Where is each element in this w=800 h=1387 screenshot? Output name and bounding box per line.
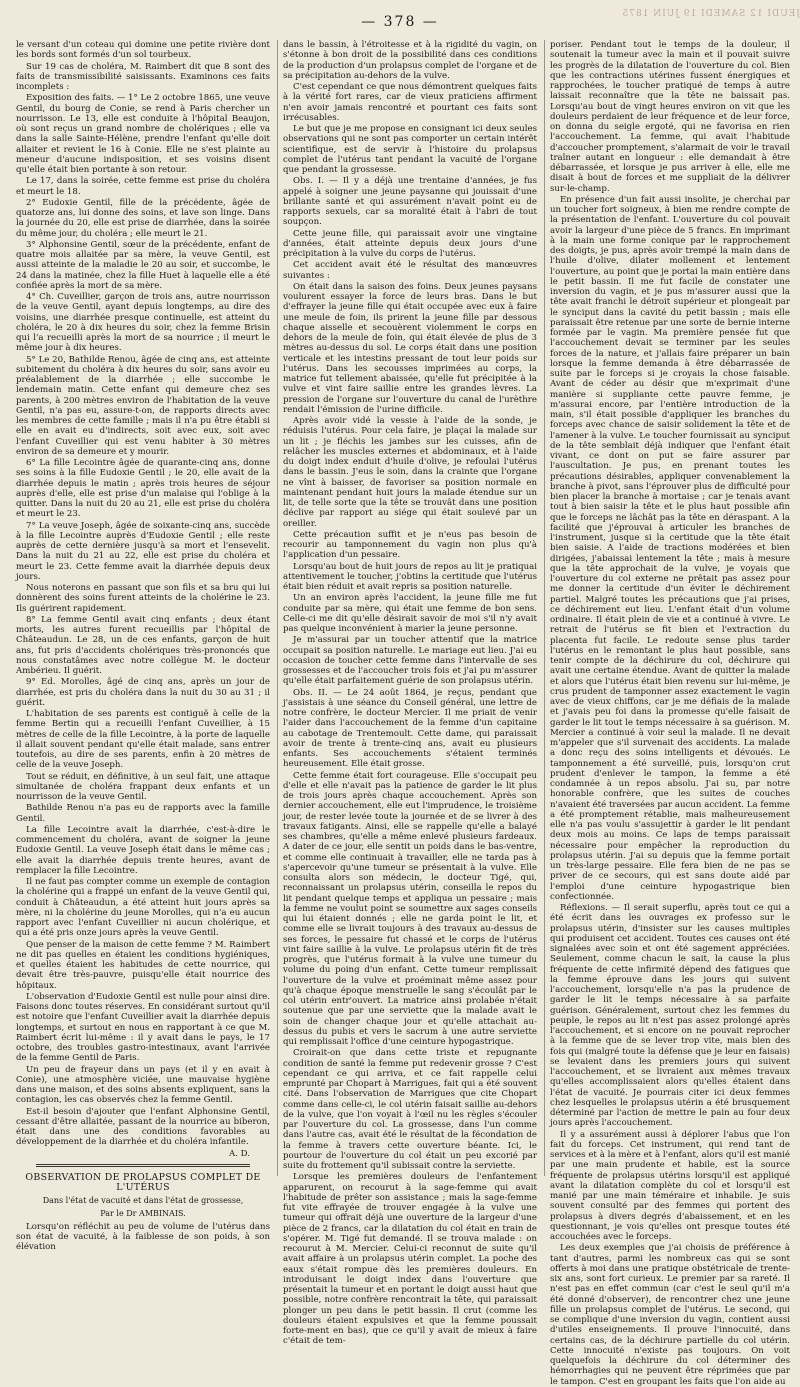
paragraph: La fille Lecointre avait la diarrhée, c'est-à-dire le commencement du choléra, avant de soigner la jeune Eudoxie Gentil. La veuve Joseph était dans le même cas ; elle avait la diarrhée depuis trente heures, avant de remplacer la fille Lecointre. [16, 824, 270, 876]
paragraph: Après avoir vidé la vessie à l'aide de la sonde, je réduisis l'utérus. Pour cela faire, je plaçai la malade sur un lit ; je fléchis les jambes sur les cuisses, afin de relâcher les muscles externes et abdominaux, et à l'aide du doigt index enduit d'huile d'olive, je refoulai l'utérus dans le bassin. J'eus le soin, dans la crainte que l'organe ne vînt à baisser, de favoriser sa position normale en maintenant pendant huit jours la malade étendue sur un lit, de telle sorte que la tête se trouvât dans une position déclive par rapport au siége qui était soulevé par un oreiller. [283, 416, 537, 529]
paragraph: Un an environ après l'accident, la jeune fille me fut conduite par sa mère, qui était une femme de bon sens. Celle-ci me dit qu'elle désirait savoir de moi s'il n'y avait pas quelque inconvénient à marier la jeune personne. [283, 593, 537, 634]
paragraph: Le 17, dans la soirée, cette femme est prise du choléra et meurt le 18. [16, 176, 270, 197]
paragraph: Obs. I. — Il y a déjà une trentaine d'années, je fus appelé à soigner une jeune paysanne qui jouissait d'une brillante santé et qui assurément n'avait point eu de rapports sexuels, car sa moralité était à l'abri de tout soupçon. [283, 176, 537, 228]
paragraph: poriser. Pendant tout le temps de la douleur, il soutenait la tumeur avec la main et il pouvait suivre les progrès de la dilatation de l'ouverture du col. Bien que les contractions utérines fussent énergiques et rapprochées, le toucher pratiqué de temps à autre laissait reconnaître que la tête ne baissait pas. Lorsqu'au bout de vingt heures environ on vit que les douleurs perdaient de leur fréquence et de leur force, on donna du seigle ergoté, qui ne favorisa en rien l'accouchement. La femme, qui avait l'habitude d'accoucher promptement, s'alarmait de voir le travail traîner autant en longueur : elle demandait à être débarrassée, et lorsque je pus arriver à elle, elle me disait à bout de forces et me suppliait de la délivrer sur-le-champ. [550, 40, 790, 194]
paragraph: Réflexions. — Il serait superflu, après tout ce qui a été écrit dans les ouvrages ex professo sur le prolapsus utérin, d'insister sur les causes multiples qui produisent cet accident. Toutes ces causes ont été signalées avec soin et ont été sagement appréciées. Seulement, comme chacun le sait, la cause la plus fréquente de cette infirmité dépend des fatigues que la femme éprouve dans les jours qui suivent l'accouchement, lorsqu'elle n'a pas la prudence de garder le lit le temps nécessaire à sa parfaite guérison. Généralement, surtout chez les femmes du peuple, le repos au lit n'est pas assez prolongé après l'accouchement, et si encore on ne pouvait reprocher à la femme que de se lever trop vite, mais bien des fois qui (malgré toute la défense que je leur en faisais) se levaient dans les premiers jours qui suivent l'accouchement, et se livraient aux mêmes travaux qu'elles accomplissaient alors qu'elles étaient dans l'état de vacuité. Je pourrais citer ici deux femmes chez lesquelles le prolapsus utérin a été brusquement déterminé par l'action de mettre le pain au four deux jours après l'accouchement. [550, 903, 790, 1129]
paragraph: 5° Le 20, Bathilde Renou, âgée de cinq ans, est atteinte subitement du choléra à dix heures du soir, sans avoir eu préalablement de la diarrhée ; elle succombe le lendemain matin. Cette enfant qui demeure chez ses parents, à 200 mètres environ de l'habitation de la veuve Gentil, n'a pas eu, assure-t-on, de rapports directs avec les membres de cette famille ; mais il n'a pu être établi si elle en avait eu d'indirects, soit avec eux, soit avec l'enfant Cuveillier qui est venu habiter à 30 mètres environ de sa demeure et y mourir. [16, 354, 270, 457]
paragraph: Je m'assurai par un toucher attentif que la matrice occupait sa position naturelle. Le mariage eut lieu. J'ai eu occasion de toucher cette femme dans l'intervalle de ses grossesses et de l'accoucher trois fois et j'ai pu m'assurer qu'elle était parfaitement guérie de son prolapsus utérin. [283, 635, 537, 687]
paragraph: En présence d'un fait aussi insolite, je cherchai par un toucher fort soigneux, à bien me rendre compte de la présentation de l'enfant. L'ouverture du col pouvait avoir la largeur d'une pièce de 5 francs. En imprimant à la main une forme conique par le rapprochement des doigts, je pus, après avoir trempé la main dans de l'huile d'olive, dilater mollement et lentement l'ouverture, au point que je portai la main entière dans le petit bassin. Il me fut facile de constater une inversion du vagin, et je pus m'assurer aussi que la tête avait franchi le détroit supérieur et plongeait par le synciput dans la cavité du petit bassin ; mais elle paraissait être retenue par une sorte de bernie interne formée par le vagin. Ma première pensée fut que l'accouchement devait se terminer par les seules forces de la nature, et j'allais faire préparer un bain lorsque la femme demanda à être débarrassée de suite par le forceps si je croyais la chose faisable. Avant de céder au désir que m'exprimait d'une manière si suppliante cette pauvre femme, je m'assurai encore, par l'entière introduction de la main, s'il était possible d'appliquer les branches du forceps avec chance de saisir solidement la tête et de l'amener à la vulve. Le toucher fournissait au synciput de la tête semblait déjà indiquer que l'enfant était vivant, ce dont on put se faire assurer par l'auscultation. Je pus, en prenant toutes les précautions désirables, appliquer convenablement la branche à pivot, sans l'éprouver plus de difficulté pour bien placer la branche à mortaise ; car je tenais avant tout à bien saisir la tête et le plus haut possible afin que le forceps ne lâchât pas la tête en déraspant. A la facilité que j'éprouvai à articuler les branches de l'instrument, jusque si la certitude que la tête était bien saisie. A l'aide de tractions modérées et bien dirigées, j'abaissai lentement la tête ; mais à mesure que la tête approchait de la vulve, je voyais que l'ouverture du col externe ne prêtait pas assez pour me donner la certitude d'un éviter le déchirement partiel. Malgré toutes les précautions que j'ai prises, ce déchirement eut lieu. L'enfant était d'un volume ordinaire. Il était plein de vie et a continué à vivre. Le retrait de l'utérus se fit bien et l'extraction du placenta fut facile. Le redoute sense plus tarder l'utérus en le remontant le plus haut possible, sans tenir compte de la déchirure du col, déchirure qui avait une certaine étendue. Avant de quitter la malade et alors que l'utérus était bien revenu sur lui-même, je crus prudent de tamponner assez exactement le vagin avec de vieux chiffons, car je me défiais de la malade et j'avais peu foi dans la promesse qu'elle faisait de garder le lit tout le temps nécessaire à sa guérison. M. Mercier a continué à voir seul la malade. Il ne devait m'appeler que s'il survenait des accidents. La malade a donc reçu des soins intelligents et dévoués. Le tamponnement a été surveillé, puis, lorsqu'on crut prudent d'enlever le tampon, la femme a été condamnée à un repos absolu. J'ai su, par notre honorable confrère, que les suites de couches n'avaient été traversées par aucun accident. La femme a été promptement rétablie, mais malheureusement elle n'a pas voulu s'assujettir à garder le lit pendant deux mois au moins. Ce laps de temps paraissait nécessaire pour empêcher la reproduction du prolapsus utérin. J'ai su depuis que la femme portait un très-large pessaire. Elle fera bien de ne pas se priver de ce secours, qui est sans doute aidé par l'emploi d'une ceinture hypogastrique bien confectionnée. [550, 194, 790, 902]
paragraph: Le but que je me propose en consignant ici deux seules observations qui ne sont pas comporter un certain intérêt scientifique, est de servir à l'histoire du prolapsus complet de l'utérus tant pendant la vacuité de l'organe que pendant la grossesse. [283, 124, 537, 175]
paragraph: Exposition des faits. — 1° Le 2 octobre 1865, une veuve Gentil, du bourg de Conie, se rend à Paris chercher un nourrisson. Le 13, elle est conduite à l'hôpital Beaujon, où sont reçus un grand nombre de cholériques ; elle va dans la salle Sainte-Hélène, prendre l'enfant qu'elle doit allaiter et revient le 16 à Conie. Elle ne s'est plainte au meneur d'aucune indisposition, et ses voisins disent qu'elle était bien portante à son retour. [16, 93, 270, 175]
paragraph: 7° La veuve Joseph, âgée de soixante-cinq ans, succède à la fille Lecointre auprès d'Eudoxie Gentil ; elle reste auprès de cette dernière jusqu'à sa mort et l'ensevelit. Dans la nuit du 21 au 22, elle est prise du choléra et meurt le 23. Cette femme avait la diarrhée depuis deux jours. [16, 520, 270, 582]
paragraph: Lorsqu'au bout de huit jours de repos au lit je pratiquai attentivement le toucher, j'obtins la certitude que l'utérus était bien réduit et avait repris sa position naturelle. [283, 561, 537, 592]
paragraph: L'observation d'Eudoxie Gentil est nulle pour ainsi dire. Faisons donc toutes réserves. En considérant surtout qu'il est notoire que l'enfant Cuveillier avait la diarrhée depuis longtemps, et surtout en nous en rapportant à ce que M. Raimbert écrit lui-même : il y avait dans le pays, le 17 octobre, des troubles gastro-intestinaux, avant l'arrivée de la femme Gentil de Paris. [16, 991, 270, 1064]
paragraph: On était dans la saison des foins. Deux jeunes paysans voulurent essayer la force de leurs bras. Dans le but d'effrayer la jeune fille qui était occupée avec eux à faire une meule de foin, ils prirent la jeune fille par dessous chaque aisselle et secouèrent violemment le corps en dehors de la meule de foin, qui était élevée de plus de 3 mètres au-dessus du sol. Le corps était dans une position verticale et les intestins pressant de tout leur poids sur l'utérus. Dans les secousses imprimées au corps, la matrice fut tellement abaissée, qu'elle fut précipitée à la vulve et vint faire saillie entre les grandes lèvres. La pression de l'organe sur l'ouverture du canal de l'urèthre rendait l'émission de l'urine difficile. [283, 281, 537, 415]
column-rule [277, 40, 278, 1176]
page-number: — 378 — [361, 14, 439, 30]
paragraph: dans le bassin, à l'étroitesse et à la rigidité du vagin, on s'étonne à bon droit de la possibilité dans ces conditions de la production d'un prolapsus complet de l'organe et de sa précipitation au-dehors de la vulve. [283, 40, 537, 81]
column-3 [550, 40, 790, 1387]
paragraph: 2° Eudoxie Gentil, fille de la précédente, âgée de quatorze ans, lui donne des soins, et lave son linge. Dans la journée du 20, elle est prise de diarrhée, dans la soirée du même jour, du choléra ; elle meurt le 21. [16, 197, 270, 239]
paragraph: Que penser de la maison de cette femme ? M. Raimbert ne dit pas quelles en étaient les conditions hygiéniques, et quelles étaient les habitudes de cette nourrice, qui devait être très-pauvre, puisqu'elle était nourrice des hôpitaux. [16, 939, 270, 991]
paragraph: L'habitation de ses parents est contiguë à celle de la femme Bertin qui a recueilli l'enfant Cuveillier, à 15 mètres de celle de la fille Lecointre, à la porte de laquelle il allait souvent pendant qu'elle était malade, sans entrer toutefois, au dire de ses parents, enfin à 20 mètres de celle de la veuve Joseph. [16, 709, 270, 771]
show-through-header: JEUDI 12 SAMEDI 19 JUIN 1875 [621, 9, 800, 19]
paragraph: Est-il besoin d'ajouter que l'enfant Alphonsine Gentil, cessant d'être allaitée, passant de la nourrice au biberon, était dans une des conditions favorables au développement de la diarrhée et du choléra infantile. [16, 1106, 270, 1148]
column-1 [16, 40, 270, 1253]
paragraph: 9° Ed. Morolles, âgé de cinq ans, après un jour de diarrhée, est pris du choléra dans la nuit du 30 au 31 ; il guérit. [16, 677, 270, 708]
paragraph: Obs. II. — Le 24 août 1864, je reçus, pendant que j'assistais à une séance du Conseil général, une lettre de notre confrère, le docteur Mercier. Il me priait de venir l'aider dans l'accouchement de la femme d'un capitaine au cabotage de Trentemoult. Cette dame, qui paraissait avoir de trente à trente-cinq ans, avait eu plusieurs enfants. Ses accouchements s'étaient terminés heureusement. Elle était grosse. [283, 687, 537, 770]
paragraph: Un peu de frayeur dans un pays (et il y en avait à Conie), une atmosphère viciée, une mauvaise hygiène dans une maison, et des soins absents expliquent, sans la contagion, les cas observés chez la femme Gentil. [16, 1064, 270, 1106]
article-subtitle: Dans l'état de vacuité et dans l'état de grossesse, [42, 1196, 244, 1206]
paragraph: Il y a assurément aussi à déplorer l'abus que l'on fait du forceps. Cet instrument, qui rend tant de services et à la mère et à l'enfant, alors qu'il est manié par une main prudente et habile, est la source fréquente de prolapsus utérins lorsqu'il est appliqué avant la dilatation complète du col et lorsqu'il est manié par une main téméraire et inhabile. Je suis souvent consulté par des femmes qui portent des prolapsus à divers degrés d'abaissement, et en les questionnant, je vois qu'elles ont presque toutes été accouchées avec le forceps. [550, 1129, 790, 1242]
paragraph: 8° La femme Gentil avait cinq enfants ; deux étant morts, les autres furent recueillis par l'hôpital de Châteaudun. Le 28, un de ces enfants, garçon de huit ans, fut pris d'accidents cholériques très-prononcés que nous constatâmes avec notre collègue M. le docteur Ambérieu. Il guérit. [16, 614, 270, 676]
paragraph: 6° La fille Lecointre âgée de quarante-cinq ans, donne ses soins à la fille Eudoxie Gentil ; le 20, elle avait de la diarrhée depuis le matin ; après trois heures de séjour auprès d'elle, elle est prise d'un malaise qui l'oblige à la quitter. Dans la nuit du 20 au 21, elle est prise du choléra et meurt le 23. [16, 458, 270, 520]
paragraph: Nous noterons en passant que son fils et sa bru qui lui donnèrent des soins furent atteints de la cholérine le 23. Ils guérirent rapidement. [16, 583, 270, 614]
paragraph: Il ne faut pas compter comme un exemple de contagion la cholérine qui a frappé un enfant de la veuve Gentil qui, conduit à Châteaudun, a été atteint huit jours après sa mère, ni la cholérine du jeune Morolles, qui n'a eu aucun rapport avec l'enfant Cuveillier ni aucun cholérique, et qui a été pris onze jours après la veuve Gentil. [16, 877, 270, 939]
paragraph: Lorsqu'on réfléchit au peu de volume de l'utérus dans son état de vacuité, à la faiblesse de son poids, à son élévation [16, 1221, 270, 1253]
author-signature: A. D. [229, 1148, 250, 1159]
paragraph: 4° Ch. Cuveillier, garçon de trois ans, autre nourrisson de la veuve Gentil, ayant depuis longtemps, au dire des voisins, une diarrhée presque continuelle, est atteint du choléra, le 20 à dix heures du soir, chez la femme Brisin qui l'a recueilli après la mort de sa nourrice ; il meurt le même jour à dix heures. [16, 292, 270, 354]
article-title: OBSERVATION DE PROLAPSUS COMPLET DE L'UTÉRUS [25, 1171, 261, 1193]
paragraph: 3° Alphonsine Gentil, sœur de la précédente, enfant de quatre mois allaitée par sa mère, la veuve Gentil, est aussi atteinte de la maladie le 20 au soir, et succombe, le 24 dans la matinée, chez la fille Huet à laquelle elle a été confiée après la mort de sa mère. [16, 239, 270, 291]
paragraph: Cette précaution suffit et je n'eus pas besoin de recourir au tamponnement du vagin non plus qu'à l'application d'un pessaire. [283, 529, 537, 561]
paragraph: Sur 19 cas de choléra, M. Raimbert dit que 8 sont des faits de transmissibilité saisissants. Examinons ces faits incomplets : [16, 61, 270, 92]
paragraph: Tout se réduit, en définitive, à un seul fait, une attaque simultanée de choléra frappant deux enfants et un nourrisson de la veuve Gentil. [16, 771, 270, 802]
paragraph: Cet accident avait été le résultat des manœuvres suivantes : [283, 260, 537, 281]
paragraph: Bathilde Renou n'a pas eu de rapports avec la famille Gentil. [16, 803, 270, 824]
paragraph: Lorsque les premières douleurs de l'enfantement apparurent, on recourut à la sage-femme qui avait l'habitude de prêter son assistance ; mais la sage-femme fut vite effrayée de trouver engagée à la vulve une tumeur qui offrait déjà une ouverture de la largeur d'une pièce de 2 francs, car la dilatation du col était en train de s'opérer. M. Tigé fut demandé. Il se trouva malade : on recourut à M. Mercier. Celui-ci reconnut de suite qu'il avait affaire à un prolapsus utérin complet. La poche des eaux s'était rompue dès les premières douleurs. En introduisant le doigt index dans l'ouverture que présentait la tumeur et en portant le doigt aussi haut que possible, notre confrère rencontrait la tête, qui paraissait plonger un peu dans le petit bassin. Il crut (comme les douleurs étaient expulsives et que la femme poussait forte-ment en bas), que ce qu'il y avait de mieux à faire c'était de tem- [283, 1172, 537, 1347]
column-2 [283, 40, 537, 1347]
paragraph: Cette femme était fort courageuse. Elle s'occupait peu d'elle et elle n'avait pas la patience de garder le lit plus de trois jours après chaque accouchement. Après son dernier accouchement, elle eut l'imprudence, le troisième jour, de rester levée toute la journée et de se livrer à des travaux fatigants. Ainsi, elle se rappelle qu'elle a balayé ses chambres, qu'elle a même enlevé plusieurs fardeaux. A dater de ce jour, elle sentit un poids dans le bas-ventre, et comme elle continuait à travailler, elle ne tarda pas à s'apercevoir qu'une tumeur se présentait à la vulve. Elle consulta alors son médecin, le docteur Tigé, qui, reconnaissant un prolapsus utérin, conseilla le repos du lit pendant quelque temps et appliqua un pessaire ; mais la femme ne voulut point se soumettre aux sages conseils qui lui étaient donnés ; elle ne garda point le lit, et comme elle se livrait toujours à des travaux au-dessus de ses forces, le pessaire fut chassé et le corps de l'utérus vint faire saillie à la vulve. Le prolapsus utérin fit de très progrès, que l'utérus formait à la vulve une tumeur du volume du poing d'un enfant. Cette tumeur remplissait l'ouverture de la vulve et proéminait même assez pour qu'à chaque époque menstruelle le sang s'écoulât par le col utérin entr'ouvert. La matrice ainsi prolabée n'était soutenue que par une serviette que la malade avait le soin de changer chaque jour et qu'elle attachait au-dessus du pubis et vers le sacrum à une autre serviette qui remplissait l'office d'une ceinture hypogastrique. [283, 770, 537, 1047]
paragraph: Croirait-on que dans cette triste et repugnante condition de santé la femme put redevenir grosse ? C'est cependant ce qui arriva, et ce fait rappelle celui emprunté par Chopart à Marrigues, fait qui a été souvent cité. Dans l'observation de Marrigues que cite Chopart comme dans celle-ci, le col utérin faisait saillie au-dehors de la vulve, que l'on voyait à l'œil nu les règles s'écouler par l'ouverture du col. La grossesse, dans l'un comme dans l'autre cas, avait été le résultat de la fécondation de la femme à travers cette ouverture béante. Ici, le pourtour de l'ouverture du col était un peu excorié par suite du frottement qu'il subissait contre la serviette. [283, 1048, 537, 1171]
article-author: Par le Dr AMBINAIS. [100, 1208, 186, 1218]
section-divider [36, 1164, 250, 1167]
paragraph: Les deux exemples que j'ai choisis de préférence à tant d'autres, parmi les nombreux cas qui se sont offerts à moi dans une pratique obstétricale de trente-six ans, sont fort curieux. Le premier par sa rareté. Il n'est pas en effet commun (car c'est le seul qu'il m'a été donné d'observer), de rencontrer chez une jeune fille un prolapsus complet de l'utérus. Le second, qui se complique d'une inversion du vagin, contient aussi d'utiles enseignements. Il prouve l'innocuité, dans certains cas, de la déchirure partielle du col utérin. Cette innocuité n'existe pas toujours. On voit quelquefois la déchirure du col déterminer des hémorrhagies qui ne peuvent être réprimées que par le tampon. C'est en groupant les faits que l'on aide au [550, 1243, 790, 1387]
paragraph: C'est cependant ce que nous démontrent quelques faits à la vérité fort rares, car de vieux praticiens affirment n'en avoir jamais rencontré et pourtant ces faits sont irrécusables. [283, 82, 537, 123]
paragraph: le versant d'un coteau qui domine une petite rivière dont les bords sont formés d'un sol tourbeux. [16, 40, 270, 61]
paragraph: Cette jeune fille, qui paraissait avoir une vingtaine d'années, était atteinte depuis deux jours d'une précipitation à la vulve du corps de l'utérus. [283, 228, 537, 259]
column-rule [544, 40, 545, 1176]
